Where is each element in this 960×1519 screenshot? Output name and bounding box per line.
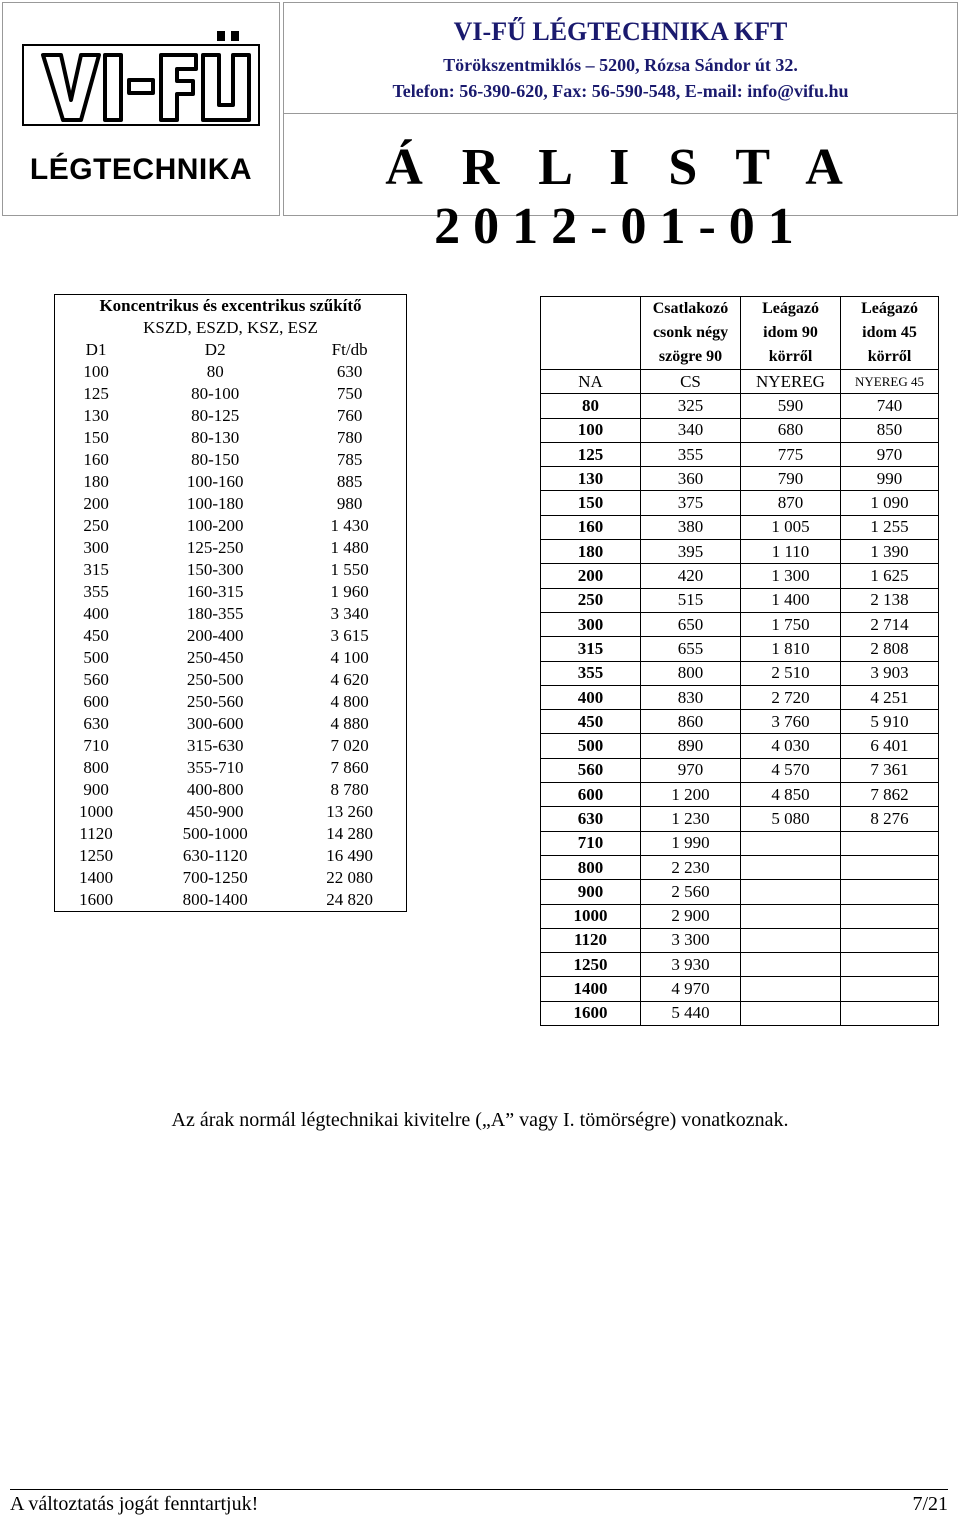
cell-price: 8 780 (293, 779, 406, 801)
footer-disclaimer: A változtatás jogát fenntartjuk! (10, 1493, 259, 1515)
cell-price: 4 620 (293, 669, 406, 691)
table-row (55, 581, 407, 603)
cell-nyereg-45: 1 390 (841, 540, 939, 564)
cell-nyereg-45: 970 (841, 442, 939, 466)
cell-na: 315 (541, 637, 641, 661)
table-row (541, 661, 939, 685)
cell-nyereg-45 (841, 977, 939, 1001)
table-row (541, 855, 939, 879)
page-number: 7/21 (912, 1493, 948, 1515)
cell-nyereg: 1 005 (741, 515, 841, 539)
cell-nyereg: 1 750 (741, 612, 841, 636)
table-row (541, 807, 939, 831)
cell-cs: 2 230 (641, 855, 741, 879)
cell-d2: 400-800 (186, 780, 244, 799)
cell-price: 760 (293, 405, 406, 427)
company-logo (2, 2, 280, 216)
cell-na: 130 (541, 467, 641, 491)
cell-nyereg (741, 855, 841, 879)
table-row (541, 515, 939, 539)
cell-price: 4 100 (293, 647, 406, 669)
column-header-price: Ft/db (293, 339, 406, 361)
cell-nyereg: 3 760 (741, 710, 841, 734)
cell-d2: 250-450 (186, 648, 244, 667)
table-row (55, 559, 407, 581)
cell-nyereg-45: 1 255 (841, 515, 939, 539)
cell-d1: 130 (55, 405, 138, 427)
cell-price: 13 260 (293, 801, 406, 823)
table-row (541, 734, 939, 758)
code-nyereg: NYEREG (741, 370, 841, 394)
pricelist-title: Á R L I S T A 2012-01-01 (385, 139, 856, 255)
cell-na: 600 (541, 783, 641, 807)
cell-na: 125 (541, 442, 641, 466)
table-row (541, 612, 939, 636)
cell-nyereg-45 (841, 1001, 939, 1025)
header-blank-cell (541, 297, 641, 370)
cell-cs: 395 (641, 540, 741, 564)
table-row (55, 471, 407, 493)
column-header-d1: D1 (55, 339, 138, 361)
table-row (55, 383, 407, 405)
cell-d2: 100-160 (186, 472, 244, 491)
cell-d1: 100 (55, 361, 138, 383)
cell-cs: 970 (641, 758, 741, 782)
cell-cs: 830 (641, 685, 741, 709)
cell-price: 1 960 (293, 581, 406, 603)
cell-na: 900 (541, 880, 641, 904)
table-row (541, 637, 939, 661)
table-row (541, 588, 939, 612)
table-row (541, 953, 939, 977)
table-row (541, 418, 939, 442)
cell-price: 1 550 (293, 559, 406, 581)
table-row (541, 783, 939, 807)
table-row (541, 394, 939, 418)
cell-d1: 1400 (55, 867, 138, 889)
header-line: idom 90 (763, 324, 818, 341)
cell-d1: 560 (55, 669, 138, 691)
cell-price: 750 (293, 383, 406, 405)
header-line: idom 45 (862, 324, 917, 341)
cell-nyereg: 870 (741, 491, 841, 515)
cell-na: 800 (541, 855, 641, 879)
fitting-price-table (540, 296, 939, 1026)
cell-na: 710 (541, 831, 641, 855)
table-row (55, 757, 407, 779)
cell-nyereg-45: 6 401 (841, 734, 939, 758)
cell-na: 450 (541, 710, 641, 734)
cell-nyereg-45: 4 251 (841, 685, 939, 709)
cell-d2: 160-315 (186, 582, 244, 601)
table-row (541, 880, 939, 904)
cell-na: 250 (541, 588, 641, 612)
cell-d2: 315-630 (186, 736, 244, 755)
reducer-table-codes: KSZD, ESZD, KSZ, ESZ (55, 317, 407, 339)
table-row (55, 405, 407, 427)
cell-price: 3 615 (293, 625, 406, 647)
cell-na: 180 (541, 540, 641, 564)
table-row (541, 685, 939, 709)
cell-nyereg: 1 110 (741, 540, 841, 564)
cell-d2: 800-1400 (137, 889, 293, 912)
table-row (541, 831, 939, 855)
cell-price: 7 860 (293, 757, 406, 779)
cell-cs: 655 (641, 637, 741, 661)
table-row (55, 449, 407, 471)
cell-cs: 800 (641, 661, 741, 685)
header-line: Csatlakozó (652, 300, 729, 317)
cell-cs: 1 230 (641, 807, 741, 831)
cell-price: 16 490 (293, 845, 406, 867)
table-row (55, 493, 407, 515)
cell-d1: 500 (55, 647, 138, 669)
cell-price: 24 820 (293, 889, 406, 912)
cell-d1: 450 (55, 625, 138, 647)
cell-nyereg-45 (841, 953, 939, 977)
reducer-price-table (54, 294, 407, 912)
cell-nyereg: 4 030 (741, 734, 841, 758)
cell-nyereg: 1 400 (741, 588, 841, 612)
cell-d1: 250 (55, 515, 138, 537)
table-row (55, 515, 407, 537)
cell-nyereg-45: 2 138 (841, 588, 939, 612)
cell-d1: 710 (55, 735, 138, 757)
header-line: körről (867, 348, 912, 365)
table-row (541, 491, 939, 515)
table-row (541, 540, 939, 564)
cell-na: 560 (541, 758, 641, 782)
cell-nyereg: 2 510 (741, 661, 841, 685)
cell-nyereg (741, 928, 841, 952)
cell-na: 355 (541, 661, 641, 685)
cell-nyereg: 775 (741, 442, 841, 466)
cell-nyereg: 4 570 (741, 758, 841, 782)
table-row (55, 669, 407, 691)
cell-d2: 80-125 (191, 406, 240, 425)
cell-d2: 500-1000 (182, 824, 248, 843)
cell-d2: 180-355 (186, 604, 244, 623)
code-na: NA (541, 370, 641, 394)
cell-nyereg-45: 1 090 (841, 491, 939, 515)
cell-d1: 1120 (55, 823, 138, 845)
cell-price: 22 080 (293, 867, 406, 889)
cell-cs: 340 (641, 418, 741, 442)
code-nyereg-45: NYEREG 45 (841, 370, 939, 394)
cell-cs: 2 560 (641, 880, 741, 904)
cell-nyereg (741, 1001, 841, 1025)
company-contact: Telefon: 56-390-620, Fax: 56-590-548, E-mail: info@vifu.hu (392, 81, 849, 101)
table-row (55, 691, 407, 713)
column-header-d2: D2 (204, 340, 226, 359)
cell-d2: 80-150 (191, 450, 240, 469)
cell-d2: 125-250 (186, 538, 244, 557)
cell-nyereg-45: 2 808 (841, 637, 939, 661)
table-row (55, 625, 407, 647)
cell-nyereg: 590 (741, 394, 841, 418)
cell-d1: 1000 (55, 801, 138, 823)
footer-divider (10, 1489, 948, 1490)
cell-nyereg (741, 904, 841, 928)
table-row (541, 467, 939, 491)
cell-d2: 250-500 (186, 670, 244, 689)
cell-d2: 700-1250 (182, 868, 248, 887)
cell-cs: 650 (641, 612, 741, 636)
cell-na: 1250 (541, 953, 641, 977)
table-row (55, 361, 407, 383)
cell-d1: 900 (55, 779, 138, 801)
cell-nyereg: 790 (741, 467, 841, 491)
cell-d1: 300 (55, 537, 138, 559)
cell-d1: 630 (55, 713, 138, 735)
table-row (55, 603, 407, 625)
cell-price: 885 (293, 471, 406, 493)
cell-d2: 250-560 (186, 692, 244, 711)
cell-price: 980 (293, 493, 406, 515)
cell-d2: 100-200 (186, 516, 244, 535)
header-connector (641, 297, 741, 370)
cell-na: 400 (541, 685, 641, 709)
cell-cs: 890 (641, 734, 741, 758)
header-branch-45 (841, 297, 939, 370)
cell-nyereg-45: 8 276 (841, 807, 939, 831)
cell-na: 200 (541, 564, 641, 588)
cell-na: 100 (541, 418, 641, 442)
cell-cs: 860 (641, 710, 741, 734)
company-name: VI-FŰ LÉGTECHNIKA KFT (453, 17, 788, 46)
cell-na: 160 (541, 515, 641, 539)
cell-nyereg: 4 850 (741, 783, 841, 807)
table-row (55, 779, 407, 801)
cell-d2: 80-100 (191, 384, 240, 403)
cell-d1: 1250 (55, 845, 138, 867)
cell-nyereg (741, 977, 841, 1001)
header-line: körről (768, 348, 813, 365)
cell-price: 7 020 (293, 735, 406, 757)
cell-price: 4 880 (293, 713, 406, 735)
table-row (55, 713, 407, 735)
cell-na: 1400 (541, 977, 641, 1001)
cell-cs: 2 900 (641, 904, 741, 928)
cell-nyereg-45: 5 910 (841, 710, 939, 734)
cell-nyereg: 1 300 (741, 564, 841, 588)
company-address: Törökszentmiklós – 5200, Rózsa Sándor út 32. (443, 55, 798, 75)
cell-nyereg-45: 7 862 (841, 783, 939, 807)
cell-nyereg-45 (841, 831, 939, 855)
table-row (55, 647, 407, 669)
cell-na: 500 (541, 734, 641, 758)
cell-d2: 630-1120 (182, 846, 248, 865)
cell-na: 300 (541, 612, 641, 636)
table-row (541, 442, 939, 466)
cell-nyereg: 2 720 (741, 685, 841, 709)
table-row (541, 928, 939, 952)
cell-nyereg-45: 3 903 (841, 661, 939, 685)
cell-nyereg-45: 850 (841, 418, 939, 442)
cell-cs: 375 (641, 491, 741, 515)
table-row (55, 889, 407, 912)
company-header (283, 2, 958, 255)
cell-d1: 1600 (55, 889, 138, 912)
price-note: Az árak normál légtechnikai kivitelre („A” vagy I. tömörségre) vonatkoznak. (171, 1109, 789, 1131)
cell-d1: 200 (55, 493, 138, 515)
cell-price: 785 (293, 449, 406, 471)
cell-nyereg: 5 080 (741, 807, 841, 831)
cell-cs: 4 970 (641, 977, 741, 1001)
cell-cs: 360 (641, 467, 741, 491)
table-row (55, 823, 407, 845)
cell-na: 1600 (541, 1001, 641, 1025)
cell-cs: 1 990 (641, 831, 741, 855)
cell-nyereg-45 (841, 855, 939, 879)
cell-nyereg: 680 (741, 418, 841, 442)
cell-nyereg-45: 7 361 (841, 758, 939, 782)
logo-text: LÉGTECHNIKA (29, 153, 253, 186)
cell-cs: 3 930 (641, 953, 741, 977)
cell-d2: 450-900 (186, 802, 244, 821)
header-branch-90 (741, 297, 841, 370)
cell-d2: 355-710 (186, 758, 244, 777)
cell-price: 1 480 (293, 537, 406, 559)
table-row (541, 564, 939, 588)
cell-nyereg (741, 831, 841, 855)
cell-d1: 180 (55, 471, 138, 493)
table-row (55, 867, 407, 889)
cell-na: 1000 (541, 904, 641, 928)
cell-price: 1 430 (293, 515, 406, 537)
cell-d2: 80-130 (191, 428, 240, 447)
cell-d2: 100-180 (186, 494, 244, 513)
cell-nyereg-45: 990 (841, 467, 939, 491)
cell-d1: 400 (55, 603, 138, 625)
cell-cs: 5 440 (641, 1001, 741, 1025)
cell-price: 780 (293, 427, 406, 449)
header-divider (284, 113, 957, 114)
cell-nyereg (741, 953, 841, 977)
cell-nyereg-45: 740 (841, 394, 939, 418)
cell-d1: 150 (55, 427, 138, 449)
cell-na: 1120 (541, 928, 641, 952)
cell-d1: 600 (55, 691, 138, 713)
cell-cs: 515 (641, 588, 741, 612)
cell-nyereg-45 (841, 880, 939, 904)
cell-nyereg-45 (841, 928, 939, 952)
cell-d1: 160 (55, 449, 138, 471)
header-line: Leágazó (861, 300, 918, 317)
table-row (541, 710, 939, 734)
cell-cs: 380 (641, 515, 741, 539)
cell-d2: 80 (206, 362, 224, 381)
cell-d1: 125 (55, 383, 138, 405)
table-row (541, 758, 939, 782)
cell-nyereg-45 (841, 904, 939, 928)
cell-nyereg (741, 880, 841, 904)
cell-d1: 315 (55, 559, 138, 581)
table-row (55, 845, 407, 867)
header-line: csonk négy (652, 324, 729, 341)
cell-na: 150 (541, 491, 641, 515)
cell-d2: 150-300 (186, 560, 244, 579)
reducer-table-title: Koncentrikus és excentrikus szűkítő (55, 295, 407, 318)
cell-cs: 325 (641, 394, 741, 418)
cell-price: 14 280 (293, 823, 406, 845)
cell-cs: 355 (641, 442, 741, 466)
cell-na: 630 (541, 807, 641, 831)
cell-d1: 355 (55, 581, 138, 603)
header-line: szögre 90 (658, 348, 723, 365)
table-row (55, 735, 407, 757)
table-row (55, 427, 407, 449)
code-cs: CS (641, 370, 741, 394)
cell-price: 4 800 (293, 691, 406, 713)
cell-price: 630 (293, 361, 406, 383)
table-row (541, 904, 939, 928)
table-row (541, 1001, 939, 1025)
cell-d1: 800 (55, 757, 138, 779)
cell-price: 3 340 (293, 603, 406, 625)
table-row (55, 801, 407, 823)
cell-d2: 200-400 (186, 626, 244, 645)
cell-d2: 300-600 (186, 714, 244, 733)
cell-nyereg-45: 2 714 (841, 612, 939, 636)
table-row (541, 977, 939, 1001)
cell-na: 80 (541, 394, 641, 418)
cell-nyereg: 1 810 (741, 637, 841, 661)
vifu-logo-mark-icon (21, 25, 261, 145)
cell-cs: 420 (641, 564, 741, 588)
header-line: Leágazó (762, 300, 819, 317)
cell-nyereg-45: 1 625 (841, 564, 939, 588)
table-row (55, 537, 407, 559)
cell-cs: 3 300 (641, 928, 741, 952)
cell-cs: 1 200 (641, 783, 741, 807)
